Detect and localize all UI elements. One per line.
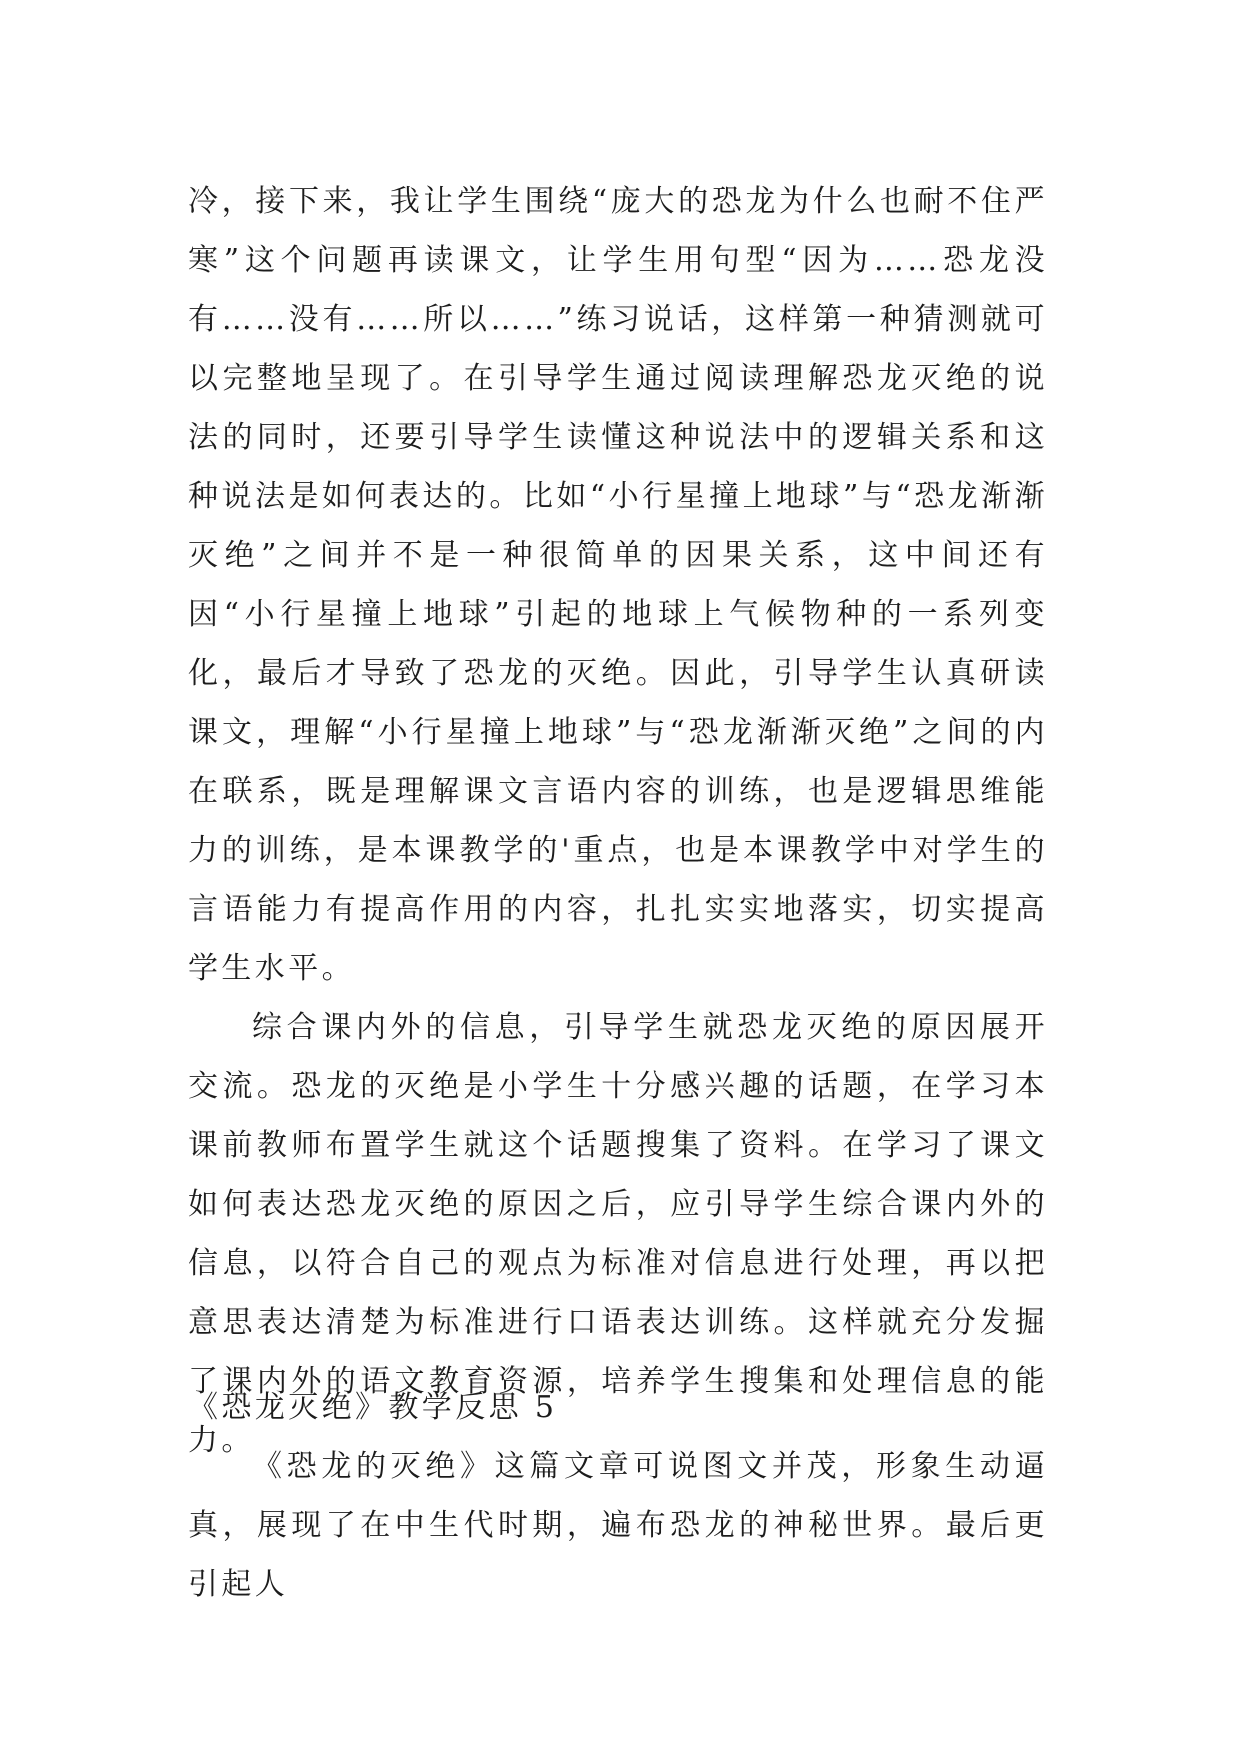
body-text-upper bbox=[188, 172, 1048, 1470]
paragraph-info-exchange: 综合课内外的信息，引导学生就恐龙灭绝的原因展开交流。恐龙的灭绝是小学生十分感兴趣的话题，在学习本课前教师布置学生就这个话题搜集了资料。在学习了课文如何表达恐龙灭绝的原因之后，应引导学生综合课内外的信息，以符合自己的观点为标准对信息进行处理，再以把意思表达清楚为标准进行口语表达训练。这样就充分发掘了课内外的语文教育资源，培养学生搜集和处理信息的能力。 bbox=[188, 1010, 1048, 1458]
body-text-lower bbox=[188, 1378, 1048, 1614]
section-heading: 《恐龙灭绝》教学反思 5 bbox=[188, 1390, 558, 1425]
paragraph-continued: 冷，接下来，我让学生围绕“庞大的恐龙为什么也耐不住严寒”这个问题再读课文，让学生用句型“因为……恐龙没有……没有……所以……”练习说话，这样第一种猜测就可以完整地呈现了。在引导学生通过阅读理解恐龙灭绝的说法的同时，还要引导学生读懂这种说法中的逻辑关系和这种说法是如何表达的。比如“小行星撞上地球”与“恐龙渐渐灭绝”之间并不是一种很简单的因果关系，这中间还有因“小行星撞上地球”引起的地球上气候物种的一系列变化，最后才导致了恐龙的灭绝。因此，引导学生认真研读课文，理解“小行星撞上地球”与“恐龙渐渐灭绝”之间的内在联系，既是理解课文言语内容的训练，也是逻辑思维能力的训练，是本课教学的'重点，也是本课教学中对学生的言语能力有提高作用的内容，扎扎实实地落实，切实提高学生水平。 bbox=[188, 184, 1048, 986]
paragraph-reflection-intro: 《恐龙的灭绝》这篇文章可说图文并茂，形象生动逼真，展现了在中生代时期，遍布恐龙的神秘世界。最后更引起人 bbox=[188, 1449, 1048, 1602]
